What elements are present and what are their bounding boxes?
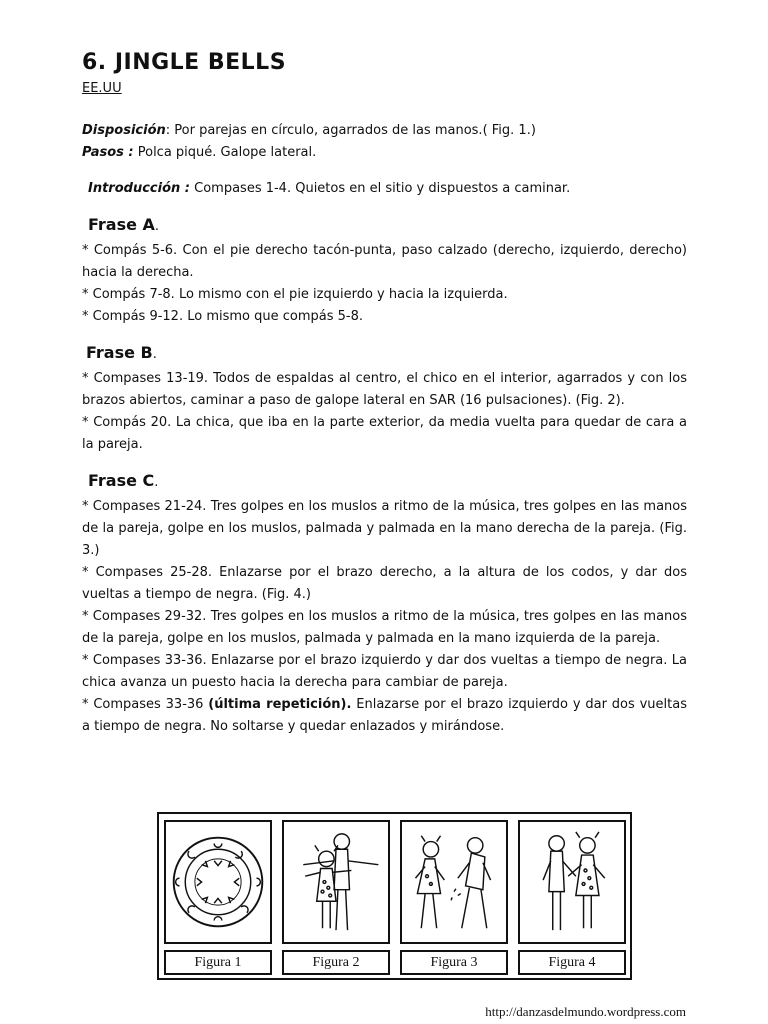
disposicion-text: : Por parejas en círculo, agarrados de las manos.( Fig. 1.) (165, 123, 536, 138)
footer-url: http://danzasdelmundo.wordpress.com (485, 1004, 686, 1019)
circle-formation-icon (166, 822, 270, 942)
frase-b-heading-line: Frase B. (86, 343, 157, 362)
couple-arms-linked-icon (520, 822, 624, 942)
frase-c-item: * Compases 25-28. Enlazarse por el brazo derecho, a la altura de los codos, y dar dos vueltas a tiempo de negra. (Fig. 4.) (82, 565, 687, 602)
figure-2-caption: Figura 2 (282, 950, 390, 975)
pasos-label: Pasos : (82, 145, 134, 160)
last-bold: (última repetición). (208, 697, 352, 712)
figure-4-illustration (518, 820, 626, 944)
frase-c-heading-line: Frase C. (88, 471, 159, 490)
introduccion-text: Compases 1-4. Quietos en el sitio y dispuestos a caminar. (190, 181, 571, 196)
page-title: 6. JINGLE BELLS (82, 50, 287, 75)
disposicion-line (82, 120, 687, 142)
frase-c-item-last (82, 694, 687, 738)
frase-c-item: * Compases 29-32. Tres golpes en los muslos a ritmo de la música, tres golpes en las manos de la pareja, golpe en los muslos, palmada y palmada en la mano izquierda de la pareja. (82, 609, 687, 646)
figure-3-caption: Figura 3 (400, 950, 508, 975)
disposicion-label: Disposición (82, 123, 166, 138)
frase-c-heading: Frase C (88, 471, 155, 490)
pasos-line (82, 142, 687, 164)
frase-a-heading-line: Frase A. (88, 215, 160, 234)
frase-c-item: * Compases 21-24. Tres golpes en los muslos a ritmo de la música, tres golpes en las manos de la pareja, golpe en los muslos, palmada y palmada en la mano derecha de la pareja. (Fig. 3.) (82, 499, 687, 558)
figure-2-illustration (282, 820, 390, 944)
country-label: EE.UU (82, 81, 122, 96)
couple-side-gallop-icon (284, 822, 388, 942)
frase-c-item: * Compases 33-36. Enlazarse por el brazo izquierdo y dar dos vueltas a tiempo de negra. La chica avanza un puesto hacia la derecha para cambiar de pareja. (82, 653, 687, 690)
figure-3-illustration (400, 820, 508, 944)
last-rest: Enlazarse por el brazo izquierdo y dar dos vueltas a tiempo de negra. No soltarse y quedar enlazados y mirándose. (82, 697, 687, 734)
frase-a-heading: Frase A (88, 215, 155, 234)
frase-b-item: * Compases 13-19. Todos de espaldas al centro, el chico en el interior, agarrados y con los brazos abiertos, caminar a paso de galope lateral en SAR (16 pulsaciones). (Fig. 2). (82, 371, 687, 408)
frase-b-heading: Frase B (86, 343, 153, 362)
figure-4-caption: Figura 4 (518, 950, 626, 975)
introduccion-label: Introducción : (88, 181, 190, 196)
frase-b-item: * Compás 20. La chica, que iba en la parte exterior, da media vuelta para quedar de cara a la pareja. (82, 415, 687, 452)
figures-box (157, 812, 632, 980)
frase-a-item: * Compás 9-12. Lo mismo que compás 5-8. (82, 309, 363, 324)
frase-a-item: * Compás 7-8. Lo mismo con el pie izquierdo y hacia la izquierda. (82, 287, 508, 302)
pasos-text: Polca piqué. Galope lateral. (133, 145, 317, 160)
couple-clapping-icon (402, 822, 506, 942)
introduccion-line (88, 178, 687, 200)
last-prefix: * Compases 33-36 (82, 697, 209, 712)
figure-1-caption: Figura 1 (164, 950, 272, 975)
frase-a-item: * Compás 5-6. Con el pie derecho tacón-punta, paso calzado (derecho, izquierdo, derecho) hacia la derecha. (82, 243, 687, 280)
dance-instructions (82, 120, 687, 738)
figure-1-illustration (164, 820, 272, 944)
